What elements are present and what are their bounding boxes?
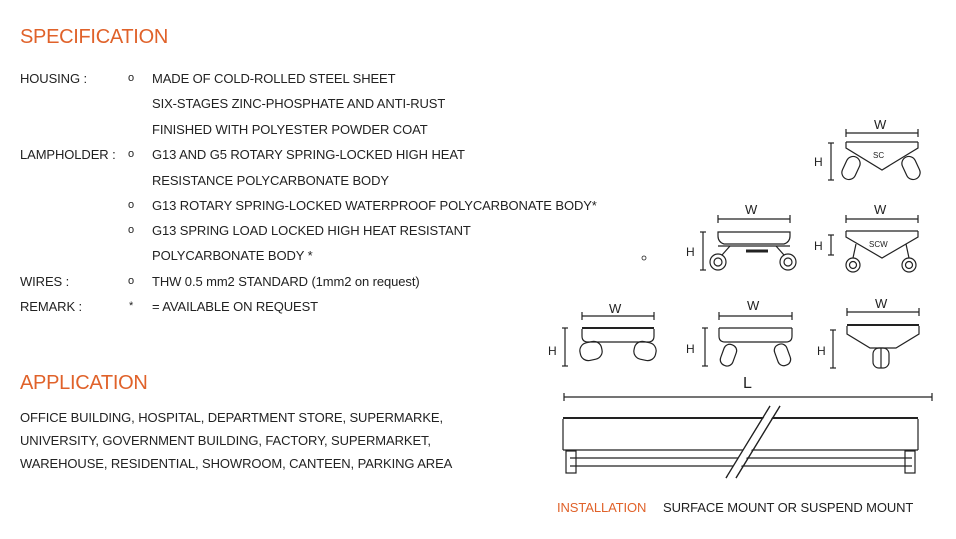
width-label: W (875, 296, 888, 311)
spec-text: RESISTANCE POLYCARBONATE BODY (152, 173, 389, 188)
spec-text: SIX-STAGES ZINC-PHOSPHATE AND ANTI-RUST (152, 96, 446, 111)
spec-text: = AVAILABLE ON REQUEST (152, 299, 319, 314)
diagram-bottom-right (817, 296, 919, 368)
height-label: H (686, 342, 695, 356)
spec-text: G13 AND G5 ROTARY SPRING-LOCKED HIGH HEAT (152, 147, 465, 162)
width-label: W (874, 202, 887, 217)
width-label: W (874, 117, 887, 132)
model-label: SCW (869, 240, 888, 249)
length-label: L (743, 375, 752, 392)
model-label: SC (873, 151, 885, 160)
width-label: W (747, 298, 760, 313)
application-line: WAREHOUSE, RESIDENTIAL, SHOWROOM, CANTEEN, PARKING AREA (20, 456, 453, 471)
installation-label: INSTALLATION (557, 500, 647, 515)
height-label: H (686, 245, 695, 259)
spec-text: POLYCARBONATE BODY * (152, 248, 313, 263)
spec-label: LAMPHOLDER : (20, 147, 116, 162)
spec-label: REMARK : (20, 299, 83, 314)
spec-bullet: o (128, 199, 135, 211)
diagram-length (563, 375, 932, 478)
spec-text: MADE OF COLD-ROLLED STEEL SHEET (152, 71, 396, 86)
spec-label: HOUSING : (20, 71, 87, 86)
spec-label: WIRES : (20, 274, 70, 289)
spec-text: FINISHED WITH POLYESTER POWDER COAT (152, 122, 428, 137)
spec-bullet: o (128, 275, 135, 287)
diagram-middle-left (686, 202, 796, 270)
spec-bullet: o (128, 224, 135, 236)
application-line: UNIVERSITY, GOVERNMENT BUILDING, FACTORY, SUPERMARKET, (20, 433, 431, 448)
spec-text: G13 SPRING LOAD LOCKED HIGH HEAT RESISTANT (152, 223, 471, 238)
application-heading: APPLICATION (20, 372, 148, 394)
spec-bullet: o (128, 72, 135, 84)
diagram-bottom-middle (686, 298, 792, 368)
width-label: W (609, 301, 622, 316)
height-label: H (814, 155, 823, 169)
height-label: H (548, 344, 557, 358)
application-line: OFFICE BUILDING, HOSPITAL, DEPARTMENT STORE, SUPERMARKE, (20, 410, 443, 425)
spec-bullet: o (128, 148, 135, 160)
height-label: H (817, 344, 826, 358)
diagram-scw (814, 202, 918, 272)
spec-text: G13 ROTARY SPRING-LOCKED WATERPROOF POLYCARBONATE BODY* (152, 198, 597, 213)
dot-mark (642, 256, 646, 260)
diagram-sc (814, 117, 922, 182)
diagram-bottom-left (548, 301, 658, 366)
spec-bullet: * (129, 300, 134, 312)
installation-text: SURFACE MOUNT OR SUSPEND MOUNT (663, 500, 914, 515)
spec-text: THW 0.5 mm2 STANDARD (1mm2 on request) (152, 274, 420, 289)
specification-heading: SPECIFICATION (20, 26, 168, 48)
height-label: H (814, 239, 823, 253)
width-label: W (745, 202, 758, 217)
